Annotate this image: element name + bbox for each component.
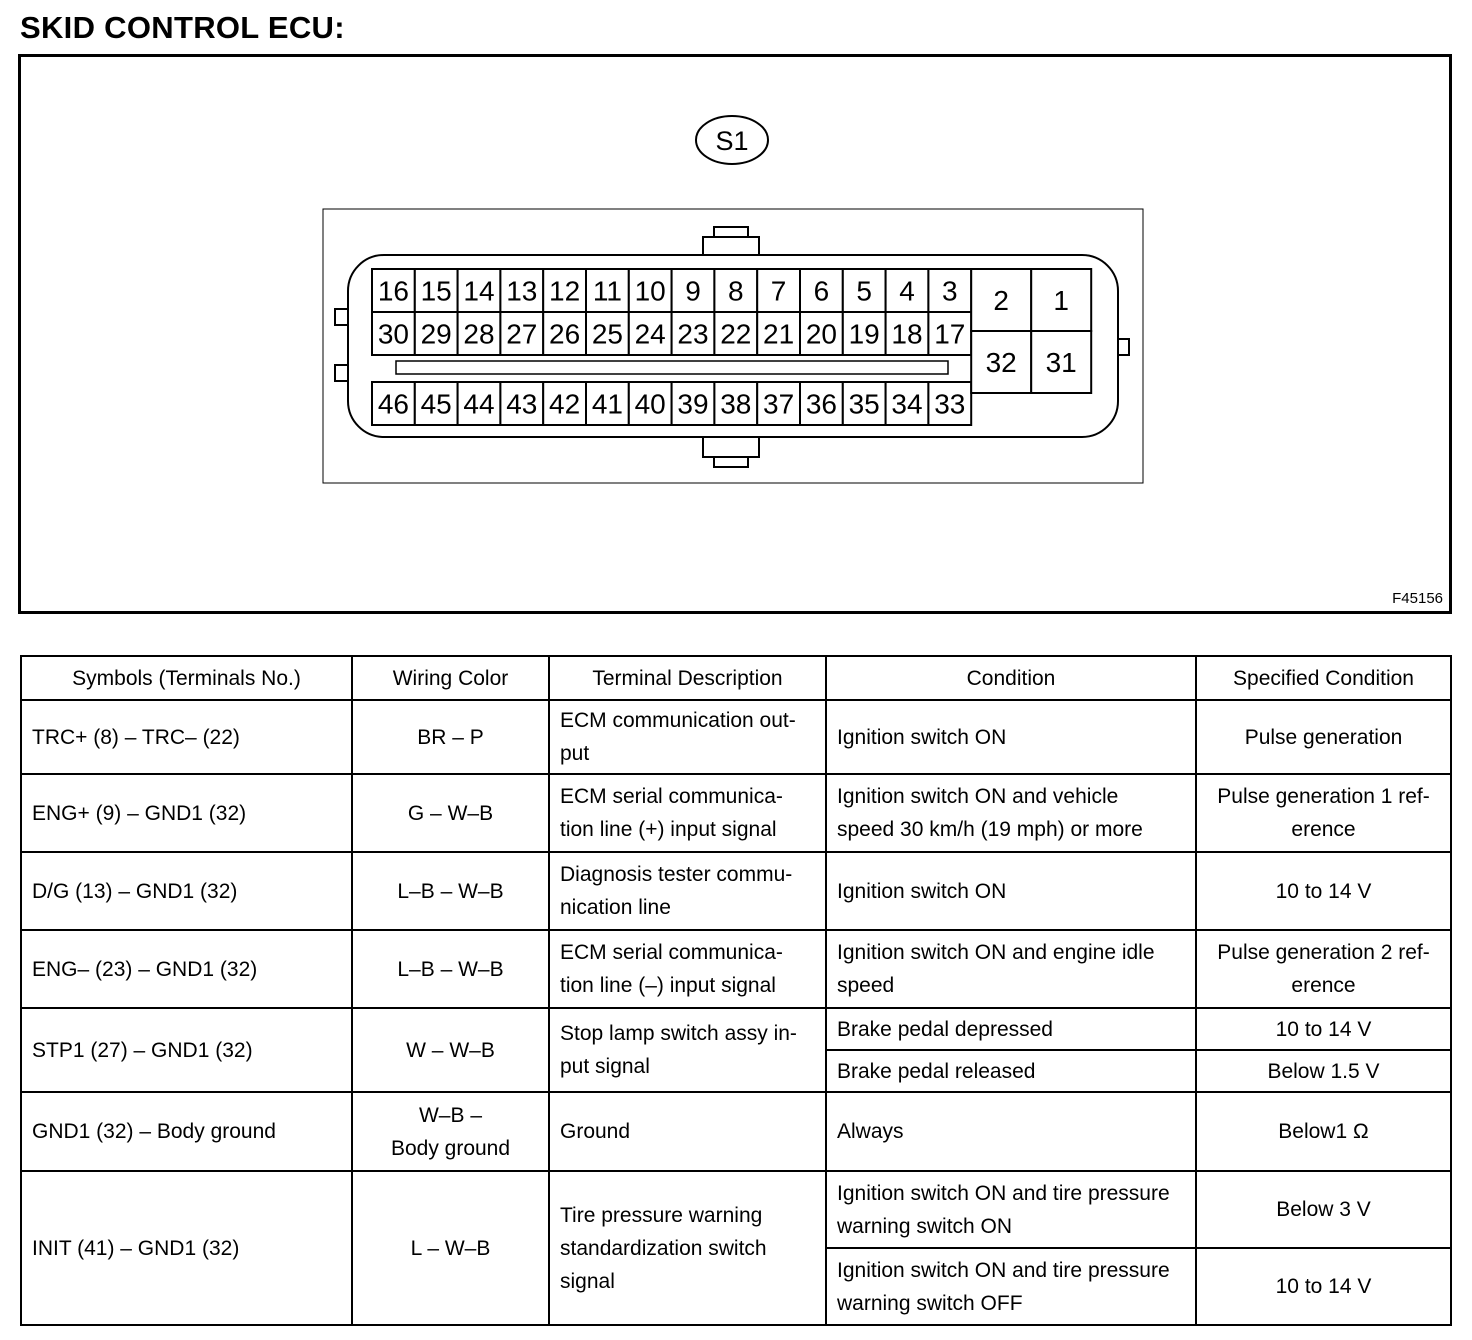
pin-label: 33 — [934, 388, 966, 420]
specified-condition-cell — [1196, 1050, 1451, 1092]
condition-cell — [826, 1092, 1196, 1171]
table-row — [21, 700, 1451, 774]
specified-condition-cell — [1196, 852, 1451, 930]
cell-text: Pulse generation 1 ref- — [1217, 785, 1430, 808]
terminal-spec-table — [20, 655, 1452, 1326]
pin-label: 35 — [848, 388, 880, 420]
pin-label: 13 — [506, 275, 538, 307]
cell-text: Always — [837, 1120, 904, 1143]
pin-label: 11 — [592, 275, 622, 307]
pin-label: 7 — [770, 275, 787, 307]
cell-text: Ignition switch ON — [837, 879, 1007, 903]
header-condition: Condition — [826, 656, 1196, 700]
pin-label: 26 — [549, 318, 581, 350]
cell-text: W–B – — [418, 1103, 483, 1127]
cell-text: INIT (41) – GND1 (32) — [32, 1236, 240, 1260]
cell-text: ECM communication out- — [560, 709, 796, 732]
symbol-cell — [21, 1171, 352, 1325]
pin-label: 42 — [549, 388, 581, 420]
pin-label: 1 — [1053, 285, 1069, 316]
table-row — [21, 1092, 1451, 1171]
pin-label: 16 — [377, 275, 409, 307]
pin-label: 41 — [591, 388, 623, 420]
cell-text: Below 1.5 V — [1267, 1059, 1380, 1083]
symbol-cell — [21, 852, 352, 930]
cell-text: Brake pedal depressed — [837, 1017, 1053, 1041]
description-cell — [549, 1092, 826, 1171]
cell-text: tion line (–) input signal — [560, 974, 776, 997]
cell-text: 10 to 14 V — [1275, 879, 1372, 903]
cell-text: Ignition switch ON and tire pressure — [837, 1181, 1170, 1205]
page-title: SKID CONTROL ECU: — [20, 10, 345, 45]
wiring-color-cell — [352, 1171, 549, 1325]
connector-label: S1 — [715, 126, 749, 156]
cell-text: Below 3 V — [1276, 1198, 1371, 1221]
cell-text: Ground — [560, 1120, 631, 1143]
pin-label: 34 — [891, 388, 923, 420]
condition-cell — [826, 700, 1196, 774]
cell-text: Stop lamp switch assy in- — [560, 1022, 797, 1045]
condition-cell — [826, 852, 1196, 930]
condition-cell — [826, 1050, 1196, 1092]
condition-cell — [826, 930, 1196, 1008]
pin-label: 23 — [677, 318, 709, 350]
cell-text: 10 to 14 V — [1275, 1275, 1372, 1298]
cell-text: nication line — [560, 896, 671, 919]
cell-text: Body ground — [390, 1136, 511, 1160]
condition-cell — [826, 774, 1196, 852]
pin-label: 28 — [463, 318, 495, 350]
cell-text: put signal — [560, 1055, 650, 1078]
pin-label: 20 — [805, 318, 837, 350]
description-cell — [549, 1171, 826, 1325]
pin-label: 36 — [805, 388, 837, 420]
cell-text: signal — [560, 1269, 615, 1293]
pin-label: 22 — [720, 318, 752, 350]
pin-label: 38 — [720, 388, 752, 420]
pin-label: 45 — [420, 388, 452, 420]
pin-label: 46 — [377, 388, 409, 420]
pin-label: 3 — [942, 275, 958, 307]
pin-label: 14 — [463, 275, 495, 307]
cell-text: Tire pressure warning — [560, 1203, 763, 1227]
symbol-cell — [21, 774, 352, 852]
pin-label: 24 — [634, 318, 666, 350]
specified-condition-cell — [1196, 774, 1451, 852]
description-cell — [549, 852, 826, 930]
cell-text: Ignition switch ON and vehicle — [837, 785, 1119, 808]
pin-label: 40 — [634, 388, 666, 420]
table-header-row — [21, 656, 1451, 700]
symbol-cell — [21, 930, 352, 1008]
figure-code: F45156 — [1392, 590, 1443, 607]
condition-cell — [826, 1248, 1196, 1325]
symbol-cell — [21, 1008, 352, 1092]
cell-text: Ignition switch ON — [837, 725, 1007, 749]
cell-text: Diagnosis tester commu- — [560, 863, 793, 886]
cell-text: BR – P — [417, 725, 484, 749]
cell-text: ENG+ (9) – GND1 (32) — [32, 801, 247, 825]
pin-label: 17 — [934, 318, 966, 350]
cell-text: erence — [1291, 818, 1356, 841]
description-cell — [549, 700, 826, 774]
wiring-color-cell — [352, 774, 549, 852]
description-cell — [549, 1008, 826, 1092]
cell-text: Pulse generation 2 ref- — [1217, 941, 1430, 964]
specified-condition-cell — [1196, 700, 1451, 774]
connector-diagram — [18, 54, 1452, 614]
symbol-cell — [21, 700, 352, 774]
pin-label: 21 — [763, 318, 795, 350]
cell-text: speed 30 km/h (19 mph) or more — [837, 818, 1143, 841]
header-specified-condition: Specified Condition — [1196, 656, 1451, 700]
symbol-cell — [21, 1092, 352, 1171]
cell-text: L – W–B — [410, 1236, 491, 1260]
pin-label: 31 — [1045, 347, 1077, 378]
header-terminal-description: Terminal Description — [549, 656, 826, 700]
pin-label: 19 — [848, 318, 880, 350]
pin-label: 8 — [728, 275, 744, 307]
pin-label: 18 — [891, 318, 923, 350]
cell-text: L–B – W–B — [397, 879, 504, 903]
cell-text: Below1 Ω — [1278, 1120, 1369, 1143]
cell-text: warning switch ON — [837, 1214, 1013, 1238]
cell-text: ECM serial communica- — [560, 785, 783, 808]
pin-label: 37 — [763, 388, 795, 420]
description-cell — [549, 930, 826, 1008]
condition-cell — [826, 1008, 1196, 1050]
cell-text: L–B – W–B — [397, 957, 504, 981]
pin-label: 44 — [463, 388, 495, 420]
cell-text: speed — [837, 974, 895, 997]
cell-text: warning switch OFF — [837, 1291, 1023, 1315]
bottom-latch-tab — [714, 457, 748, 467]
pin-label: 29 — [420, 318, 452, 350]
table-row — [21, 1171, 1451, 1248]
cell-text: STP1 (27) – GND1 (32) — [32, 1038, 253, 1062]
specified-condition-cell — [1196, 930, 1451, 1008]
wiring-color-cell — [352, 930, 549, 1008]
specified-condition-cell — [1196, 1248, 1451, 1325]
pin-label: 6 — [813, 275, 830, 307]
pin-label: 43 — [506, 388, 538, 420]
connector-drawing — [21, 57, 1449, 611]
specified-condition-cell — [1196, 1171, 1451, 1248]
table-row — [21, 774, 1451, 852]
wiring-color-cell — [352, 852, 549, 930]
header-wiring-color: Wiring Color — [352, 656, 549, 700]
cell-text: erence — [1291, 974, 1356, 997]
table-row — [21, 930, 1451, 1008]
condition-cell — [826, 1171, 1196, 1248]
pin-label: 5 — [856, 275, 872, 307]
specified-condition-cell — [1196, 1008, 1451, 1050]
specified-condition-cell — [1196, 1092, 1451, 1171]
wiring-color-cell — [352, 1008, 549, 1092]
pin-label: 32 — [985, 347, 1017, 378]
cell-text: ENG– (23) – GND1 (32) — [32, 957, 258, 981]
bottom-latch — [703, 437, 759, 457]
pin-label: 10 — [634, 275, 666, 307]
cell-text: W – W–B — [406, 1038, 495, 1062]
pin-label: 27 — [506, 318, 538, 350]
cell-text: G – W–B — [407, 801, 494, 825]
connector-slot — [396, 361, 948, 374]
cell-text: 10 to 14 V — [1275, 1017, 1372, 1041]
wiring-color-cell — [352, 1092, 549, 1171]
cell-text: TRC+ (8) – TRC– (22) — [32, 725, 240, 749]
cell-text: Pulse generation — [1244, 725, 1403, 749]
top-latch-tab — [714, 227, 748, 237]
pin-label: 9 — [685, 275, 701, 307]
cell-text: tion line (+) input signal — [560, 818, 777, 841]
description-cell — [549, 774, 826, 852]
pin-label: 12 — [549, 275, 581, 307]
wiring-color-cell — [352, 700, 549, 774]
pin-label: 15 — [420, 275, 452, 307]
header-symbols: Symbols (Terminals No.) — [21, 656, 352, 700]
pin-label: 2 — [993, 285, 1009, 316]
cell-text: D/G (13) – GND1 (32) — [32, 879, 238, 903]
pin-label: 4 — [899, 275, 915, 307]
cell-text: put — [560, 742, 590, 765]
table-row — [21, 852, 1451, 930]
cell-text: standardization switch — [560, 1236, 767, 1260]
pin-label: 39 — [677, 388, 709, 420]
pin-label: 30 — [377, 318, 409, 350]
cell-text: ECM serial communica- — [560, 941, 783, 964]
cell-text: Brake pedal released — [837, 1059, 1036, 1083]
pin-label: 25 — [591, 318, 623, 350]
cell-text: GND1 (32) – Body ground — [32, 1120, 276, 1143]
cell-text: Ignition switch ON and tire pressure — [837, 1258, 1170, 1282]
cell-text: Ignition switch ON and engine idle — [837, 941, 1155, 964]
table-row — [21, 1008, 1451, 1050]
